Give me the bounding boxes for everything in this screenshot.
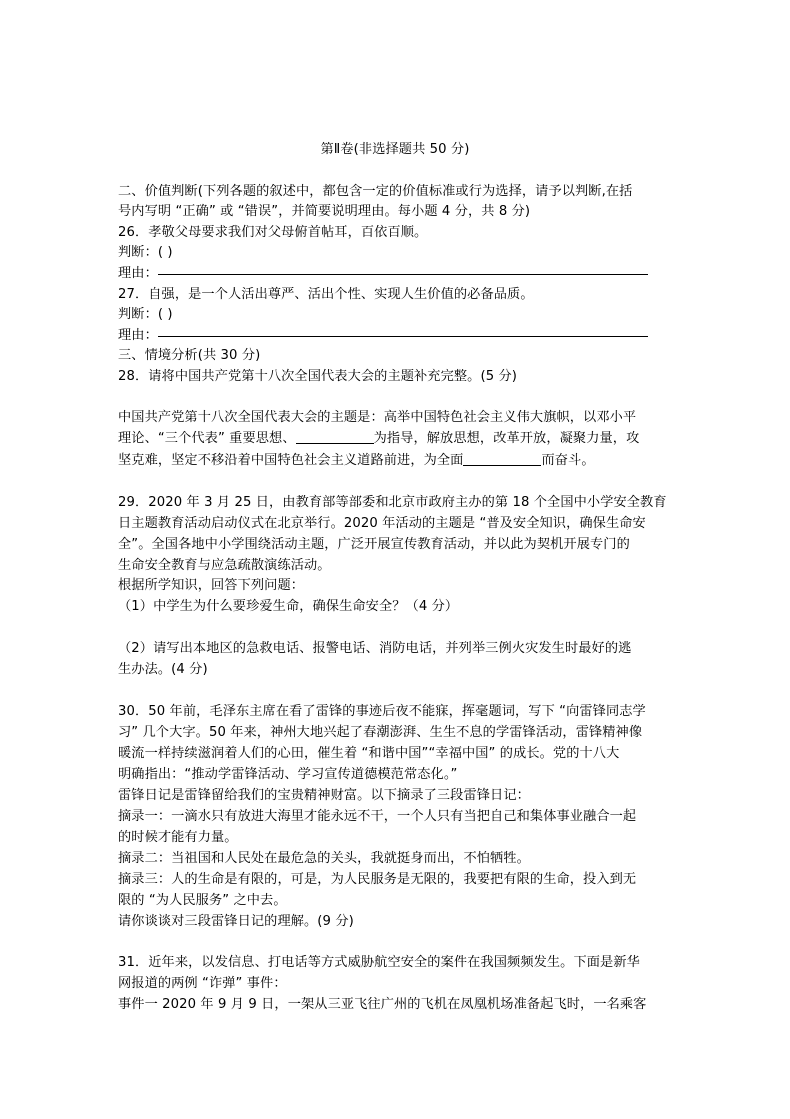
question-27-reason: [118, 326, 648, 346]
question-30-line1: 30．50 年前，毛泽东主席在看了雷锋的事迹后夜不能寐，挥毫题词，写下 “向雷锋同志学: [118, 704, 646, 719]
question-26-judge: 判断：( ): [118, 245, 173, 260]
fill-blank: [296, 429, 374, 444]
question-30-line3: 暖流一样持续滋润着人们的心田，催生着 “和谐中国”“幸福中国” 的成长。党的十八大: [118, 746, 620, 761]
section3-heading: 三、情境分析(共 30 分): [118, 348, 261, 363]
question-28-text-line1: 中国共产党第十八次全国代表大会的主题是：高举中国特色社会主义伟大旗帜，以邓小平: [118, 410, 637, 425]
question-30-line11: 请你谈谈对三段雷锋日记的理解。(9 分): [118, 914, 354, 929]
question-29-sub2-line1: （2）请写出本地区的急救电话、报警电话、消防电话，并列举三例火灾发生时最好的逃: [118, 641, 632, 656]
reason-label: 理由：: [118, 266, 158, 281]
question-28-text-line3: [118, 451, 595, 471]
answer-line: [158, 273, 648, 275]
question-31-line2: 网报道的两例 “诈弹” 事件：: [118, 976, 287, 991]
question-28-text-line2: [118, 429, 639, 449]
question-29-sub2-line2: 生办法。(4 分): [118, 662, 208, 677]
question-30-line10: 限的 “为人民服务” 之中去。: [118, 893, 287, 908]
question-30-line6: 摘录一：一滴水只有放进大海里才能永远不干，一个人只有当把自己和集体事业融合一起: [118, 809, 637, 824]
question-26: 26．孝敬父母要求我们对父母俯首帖耳，百依百顺。: [118, 225, 428, 240]
reason-label: 理由：: [118, 328, 158, 343]
question-31-line3: 事件一 2020 年 9 月 9 日，一架从三亚飞往广州的飞机在凤凰机场准备起飞时，一名乘客: [118, 997, 647, 1012]
answer-line: [158, 335, 648, 337]
section2-heading-line2: 号内写明 “正确” 或 “错误”，并简要说明理由。每小题 4 分，共 8 分): [118, 204, 531, 219]
question-30-line5: 雷锋日记是雷锋留给我们的宝贵精神财富。以下摘录了三段雷锋日记：: [118, 788, 530, 803]
question-29-line4: 生命安全教育与应急疏散演练活动。: [118, 558, 331, 573]
question-29-line1: 29．2020 年 3 月 25 日，由教育部等部委和北京市政府主办的第 18 个全国中小学安全教育: [118, 495, 667, 510]
question-29-line5: 根据所学知识，回答下列问题：: [118, 578, 305, 593]
text-segment: 理论、“三个代表” 重要思想、: [118, 431, 296, 446]
question-27-judge: 判断：( ): [118, 307, 173, 322]
question-29-line2: 日主题教育活动启动仪式在北京举行。2020 年活动的主题是 “普及安全知识，确保生命安: [118, 516, 646, 531]
question-27: 27．自强，是一个人活出尊严、活出个性、实现人生价值的必备品质。: [118, 287, 534, 302]
fill-blank: [463, 451, 541, 466]
question-30-line8: 摘录二：当祖国和人民处在最危急的关头，我就挺身而出，不怕牺牲。: [118, 851, 530, 866]
question-26-reason: [118, 264, 648, 284]
question-30-line2: 习” 几个大字。50 年来，神州大地兴起了春潮澎湃、生生不息的学雷锋活动，雷锋精神像: [118, 725, 643, 740]
question-30-line4: 明确指出：“推动学雷锋活动、学习宣传道德模范常态化。”: [118, 767, 458, 782]
text-segment: 而奋斗。: [541, 453, 595, 468]
question-29-sub1: （1）中学生为什么要珍爱生命，确保生命安全？（4 分）: [118, 599, 459, 614]
text-segment: 为指导，解放思想，改革开放，凝聚力量，攻: [373, 431, 640, 446]
question-30-line7: 的时候才能有力量。: [118, 830, 238, 845]
question-28: 28．请将中国共产党第十八次全国代表大会的主题补充完整。(5 分): [118, 369, 518, 384]
text-segment: 坚克难，坚定不移沿着中国特色社会主义道路前进，为全面: [118, 453, 464, 468]
section2-heading-line1: 二、价值判断(下列各题的叙述中，都包含一定的价值标准或行为选择，请予以判断,在括: [118, 184, 633, 199]
question-31-line1: 31．近年来，以发信息、打电话等方式威胁航空安全的案件在我国频频发生。下面是新华: [118, 955, 640, 970]
paper-title: 第Ⅱ卷(非选择题共 50 分): [320, 142, 470, 157]
question-30-line9: 摘录三：人的生命是有限的，可是，为人民服务是无限的，我要把有限的生命，投入到无: [118, 872, 637, 887]
question-29-line3: 全”。全国各地中小学围绕活动主题，广泛开展宣传教育活动，并以此为契机开展专门的: [118, 537, 630, 552]
